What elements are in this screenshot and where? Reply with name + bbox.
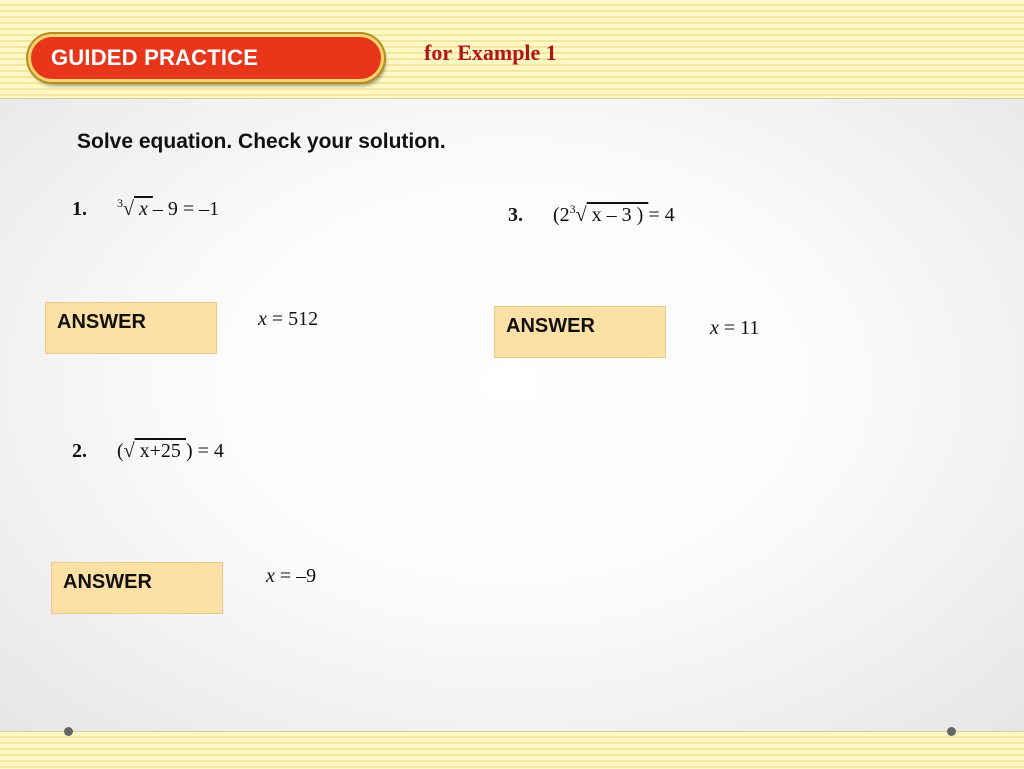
answer-value-2 — [266, 565, 316, 588]
answer-value-3 — [710, 317, 759, 340]
equation-rest: – 9 = –1 — [152, 198, 220, 220]
guided-practice-badge — [28, 34, 384, 82]
radicand: x — [133, 198, 153, 220]
answer-variable: x — [710, 317, 719, 339]
problem-1 — [72, 198, 219, 221]
answer-rest: = –9 — [274, 565, 317, 587]
radical-sign: √ — [575, 204, 587, 226]
equation-rest: ) = 4 — [185, 440, 224, 462]
answer-rest: = 512 — [266, 308, 319, 330]
answer-label: ANSWER — [63, 571, 152, 593]
problem-number: 1. — [72, 198, 87, 220]
answer-box-3 — [494, 306, 666, 358]
problem-3 — [508, 204, 675, 227]
answer-box-2 — [51, 562, 223, 614]
radical-sign: √ — [123, 440, 135, 462]
answer-box-1 — [45, 302, 217, 354]
answer-variable: x — [266, 565, 275, 587]
radical-sign: √ — [123, 198, 134, 220]
instruction-text: Solve equation. Check your solution. — [77, 130, 446, 153]
example-reference: for Example 1 — [424, 40, 557, 65]
badge-label: GUIDED PRACTICE — [51, 45, 259, 70]
slide-content — [0, 99, 1024, 731]
problem-number: 2. — [72, 440, 87, 462]
problem-number: 3. — [508, 204, 523, 226]
answer-variable: x — [258, 308, 267, 330]
root-index: 3 — [117, 196, 123, 210]
problem-2 — [72, 440, 224, 463]
bottom-banner — [0, 731, 1024, 769]
equation-rest: = 4 — [648, 204, 675, 226]
radicand: x – 3 ) — [586, 204, 649, 226]
radicand: x+25 — [134, 440, 186, 462]
bullet-dot-left — [64, 727, 73, 736]
answer-label: ANSWER — [57, 311, 146, 333]
root-index: 3 — [569, 202, 576, 216]
top-banner — [0, 0, 1024, 99]
open-paren: (2 — [553, 204, 570, 226]
bullet-dot-right — [947, 727, 956, 736]
answer-value-1 — [258, 308, 318, 331]
answer-rest: = 11 — [718, 317, 760, 339]
open-paren: ( — [117, 440, 124, 462]
answer-label: ANSWER — [506, 315, 595, 337]
